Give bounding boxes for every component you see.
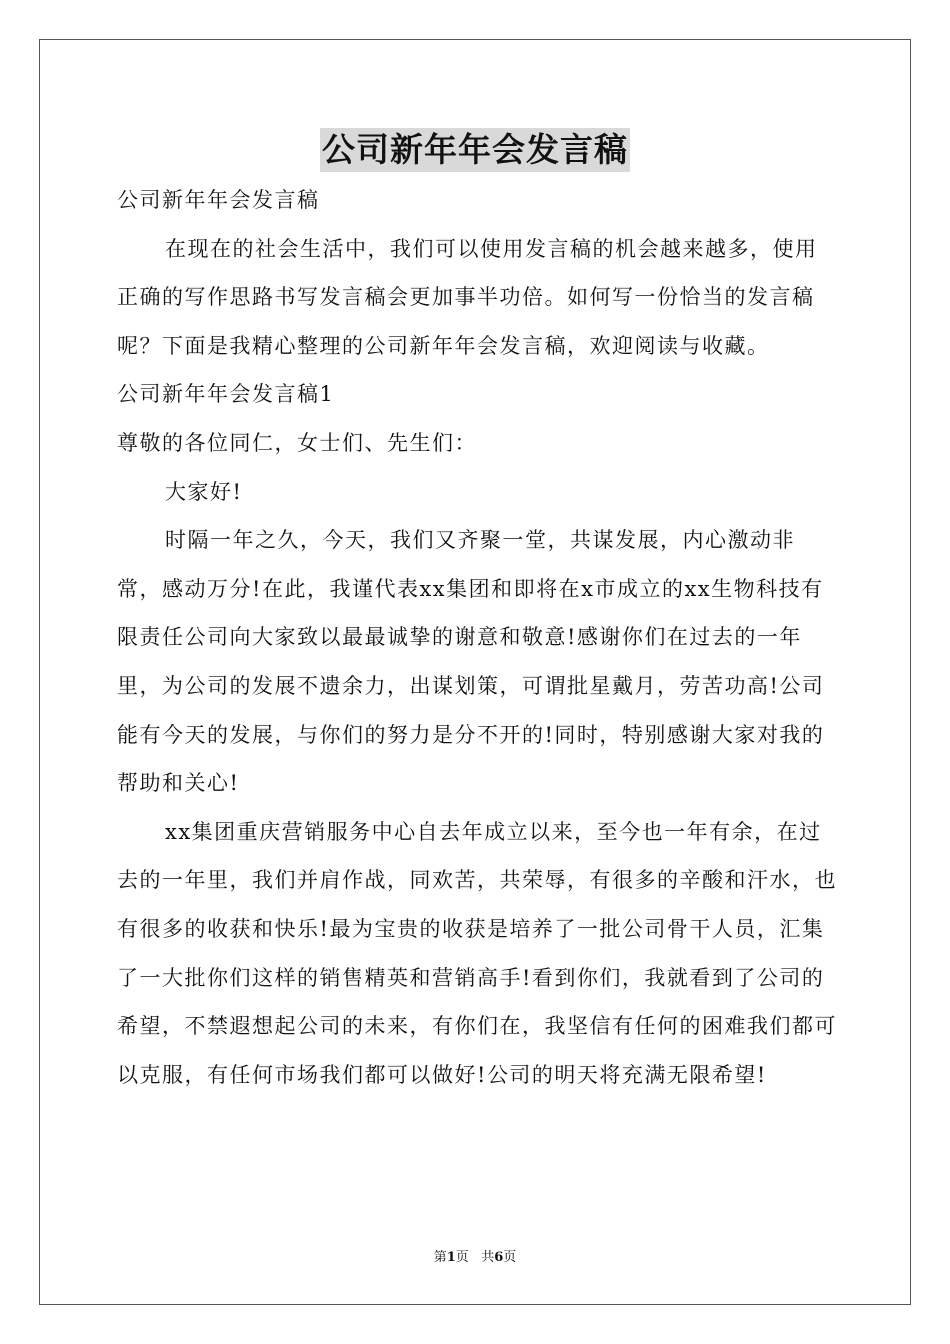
paragraph-salutation: 尊敬的各位同仁，女士们、先生们：: [117, 430, 477, 455]
title-container: [0, 128, 950, 172]
total-suffix: 页: [503, 1250, 517, 1265]
document-body: [117, 176, 837, 1099]
page-footer: [0, 1246, 950, 1265]
page-suffix: 页: [455, 1250, 469, 1265]
paragraph-intro: 在现在的社会生活中，我们可以使用发言稿的机会越来越多，使用正确的写作思路书写发言稿会更加事半功倍。如何写一份恰当的发言稿呢？下面是我精心整理的公司新年年会发言稿，欢迎阅读与收藏。: [117, 236, 818, 358]
document-title: 公司新年年会发言稿: [320, 128, 630, 172]
paragraph-subtitle: 公司新年年会发言稿: [117, 188, 320, 212]
page-prefix: 第: [433, 1250, 447, 1265]
paragraph-greeting: 大家好!: [165, 479, 243, 504]
page-current: 1: [446, 1250, 456, 1265]
paragraph-body-2: xx集团重庆营销服务中心自去年成立以来，至今也一年有余，在过去的一年里，我们并肩作战，同欢苦，共荣辱，有很多的辛酸和汗水，也有很多的收获和快乐!最为宝贵的收获是培养了一批公司骨干人员，汇集了一大批你们这样的销售精英和营销高手!看到你们，我就看到了公司的希望，不禁遐想起公司的未来，有你们在，我坚信有任何的困难我们都可以克服，有任何市场我们都可以做好!公司的明天将充满无限希望!: [117, 819, 837, 1087]
paragraph-body-1: 时隔一年之久，今天，我们又齐聚一堂，共谋发展，内心激动非常，感动万分!在此，我谨代表xx集团和即将在x市成立的xx生物科技有限责任公司向大家致以最最诚挚的谢意和敬意!感谢你们在过去的一年里，为公司的发展不遗余力，出谋划策，可谓批星戴月，劳苦功高!公司能有今天的发展，与你们的努力是分不开的!同时，特别感谢大家对我的帮助和关心!: [117, 528, 825, 796]
total-prefix: 共: [481, 1250, 495, 1265]
paragraph-section-heading: 公司新年年会发言稿1: [117, 382, 335, 407]
page-total: 6: [494, 1250, 504, 1265]
